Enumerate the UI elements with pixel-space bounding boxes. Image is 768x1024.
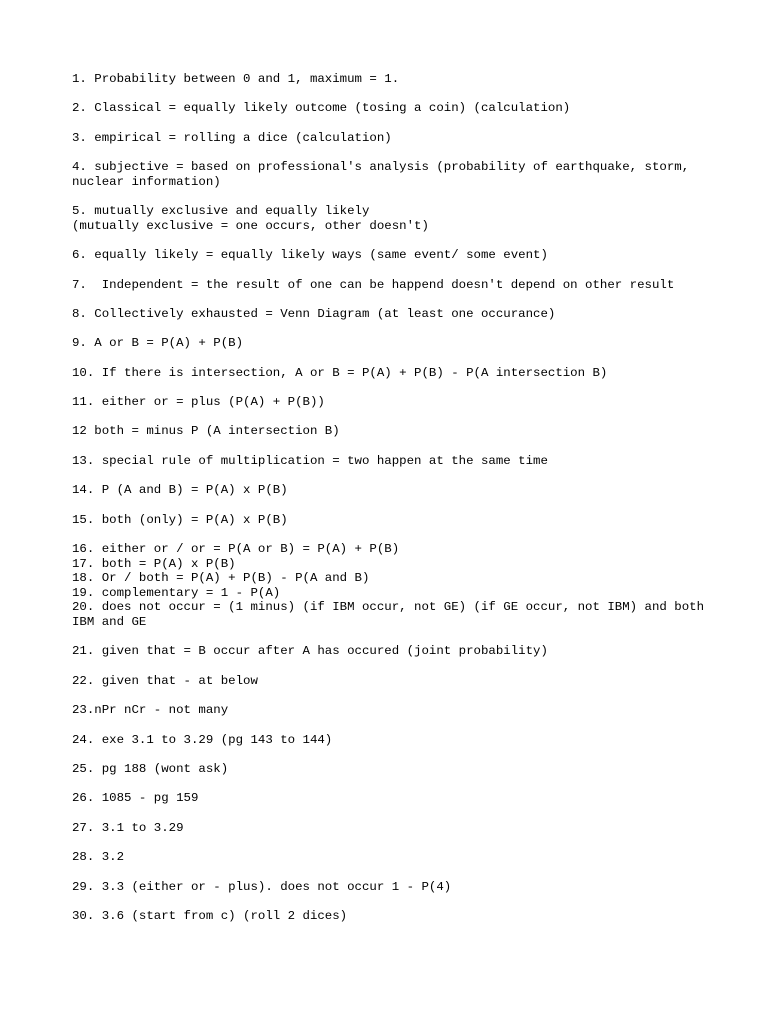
note-line: 21. given that = B occur after A has occured (joint probability)	[72, 644, 548, 659]
note-line: 26. 1085 - pg 159	[72, 791, 199, 806]
note-paragraph	[72, 733, 712, 748]
note-line: 20. does not occur = (1 minus) (if IBM occur, not GE) (if GE occur, not IBM) and both IBM and GE	[72, 600, 712, 630]
note-paragraph	[72, 307, 712, 322]
note-paragraph	[72, 542, 712, 630]
note-line: 10. If there is intersection, A or B = P(A) + P(B) - P(A intersection B)	[72, 365, 608, 380]
note-line: 17. both = P(A) x P(B)	[72, 556, 236, 571]
note-paragraph	[72, 909, 712, 924]
note-paragraph	[72, 395, 712, 410]
note-line: 9. A or B = P(A) + P(B)	[72, 336, 244, 351]
note-paragraph	[72, 703, 712, 718]
note-paragraph	[72, 278, 712, 293]
note-line: 14. P (A and B) = P(A) x P(B)	[72, 483, 288, 498]
note-paragraph	[72, 131, 712, 146]
note-line: 16. either or / or = P(A or B) = P(A) + P(B)	[72, 542, 400, 557]
note-line: 2. Classical = equally likely outcome (tosing a coin) (calculation)	[72, 101, 571, 116]
note-line: 22. given that - at below	[72, 673, 258, 688]
note-paragraph	[72, 72, 712, 87]
note-line: 12 both = minus P (A intersection B)	[72, 424, 340, 439]
note-paragraph	[72, 674, 712, 689]
note-line: 30. 3.6 (start from c) (roll 2 dices)	[72, 908, 348, 923]
note-line: 13. special rule of multiplication = two happen at the same time	[72, 453, 548, 468]
note-line: 11. either or = plus (P(A) + P(B))	[72, 395, 325, 410]
note-paragraph	[72, 762, 712, 777]
note-paragraph	[72, 821, 712, 836]
note-paragraph	[72, 513, 712, 528]
note-line: 24. exe 3.1 to 3.29 (pg 143 to 144)	[72, 732, 333, 747]
note-line: 4. subjective = based on professional's analysis (probability of earthquake, storm, nuclear information)	[72, 160, 697, 189]
note-line: (mutually exclusive = one occurs, other doesn't)	[72, 218, 429, 233]
note-line: 3. empirical = rolling a dice (calculation)	[72, 130, 392, 145]
note-line: 27. 3.1 to 3.29	[72, 820, 184, 835]
note-paragraph	[72, 850, 712, 865]
note-line: 25. pg 188 (wont ask)	[72, 761, 229, 776]
note-line: 29. 3.3 (either or - plus). does not occur 1 - P(4)	[72, 879, 452, 894]
document-page	[72, 72, 712, 938]
note-paragraph	[72, 483, 712, 498]
note-line: 28. 3.2	[72, 850, 125, 865]
note-paragraph	[72, 424, 712, 439]
note-paragraph	[72, 454, 712, 469]
note-line: 1. Probability between 0 and 1, maximum = 1.	[72, 72, 400, 86]
note-paragraph	[72, 160, 712, 189]
note-paragraph	[72, 204, 712, 233]
note-paragraph	[72, 880, 712, 895]
note-line: 7. Independent = the result of one can be happend doesn't depend on other result	[72, 277, 675, 292]
note-paragraph	[72, 366, 712, 381]
note-line: 15. both (only) = P(A) x P(B)	[72, 512, 288, 527]
note-paragraph	[72, 644, 712, 659]
note-line: 23.nPr nCr - not many	[72, 703, 229, 718]
note-line: 18. Or / both = P(A) + P(B) - P(A and B)	[72, 571, 370, 586]
note-line: 8. Collectively exhausted = Venn Diagram (at least one occurance)	[72, 306, 556, 321]
note-line: 5. mutually exclusive and equally likely	[72, 204, 370, 219]
note-paragraph	[72, 336, 712, 351]
note-paragraph	[72, 101, 712, 116]
note-line: 19. complementary = 1 - P(A)	[72, 585, 281, 600]
note-line: 6. equally likely = equally likely ways (same event/ some event)	[72, 248, 548, 263]
note-paragraph	[72, 791, 712, 806]
note-paragraph	[72, 248, 712, 263]
